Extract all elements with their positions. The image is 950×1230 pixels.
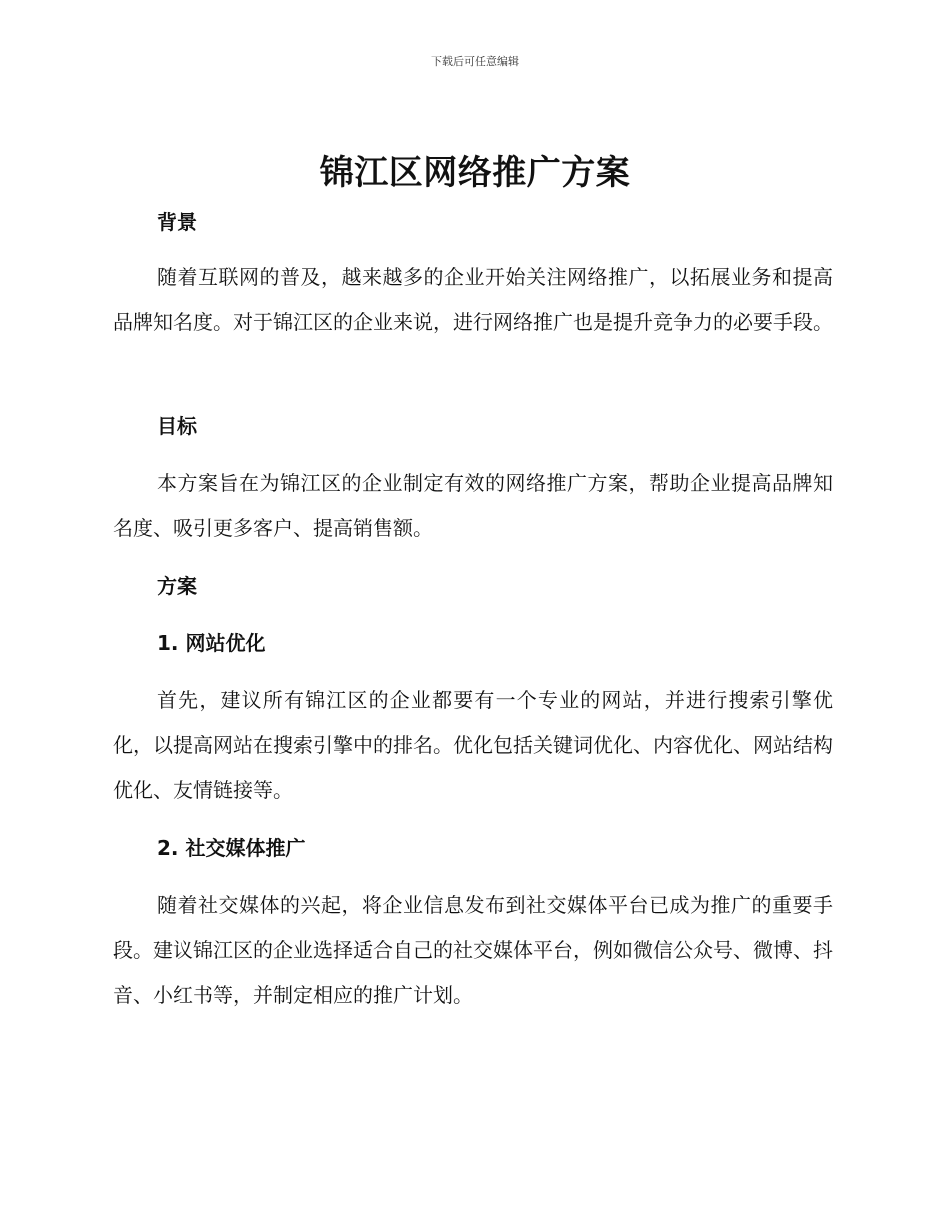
- subsection-heading-social: 2. 社交媒体推广: [157, 836, 306, 860]
- subsection-heading-website: 1. 网站优化: [157, 631, 266, 655]
- section-heading-background: 背景: [157, 210, 197, 234]
- section-heading-goal: 目标: [157, 414, 197, 438]
- section-heading-plan: 方案: [157, 574, 197, 598]
- page-header-note: 下载后可任意编辑: [431, 55, 519, 68]
- section-body-background: 随着互联网的普及，越来越多的企业开始关注网络推广，以拓展业务和提高品牌知名度。对于锦江区的企业来说，进行网络推广也是提升竞争力的必要手段。: [113, 265, 833, 334]
- subsection-body-website: 首先，建议所有锦江区的企业都要有一个专业的网站，并进行搜索引擎优化，以提高网站在搜索引擎中的排名。优化包括关键词优化、内容优化、网站结构优化、友情链接等。: [113, 688, 833, 802]
- section-body-goal: 本方案旨在为锦江区的企业制定有效的网络推广方案，帮助企业提高品牌知名度、吸引更多客户、提高销售额。: [113, 471, 833, 540]
- document-title: 锦江区网络推广方案: [319, 153, 631, 193]
- subsection-body-social: 随着社交媒体的兴起，将企业信息发布到社交媒体平台已成为推广的重要手段。建议锦江区的企业选择适合自己的社交媒体平台，例如微信公众号、微博、抖音、小红书等，并制定相应的推广计划。: [113, 893, 833, 1007]
